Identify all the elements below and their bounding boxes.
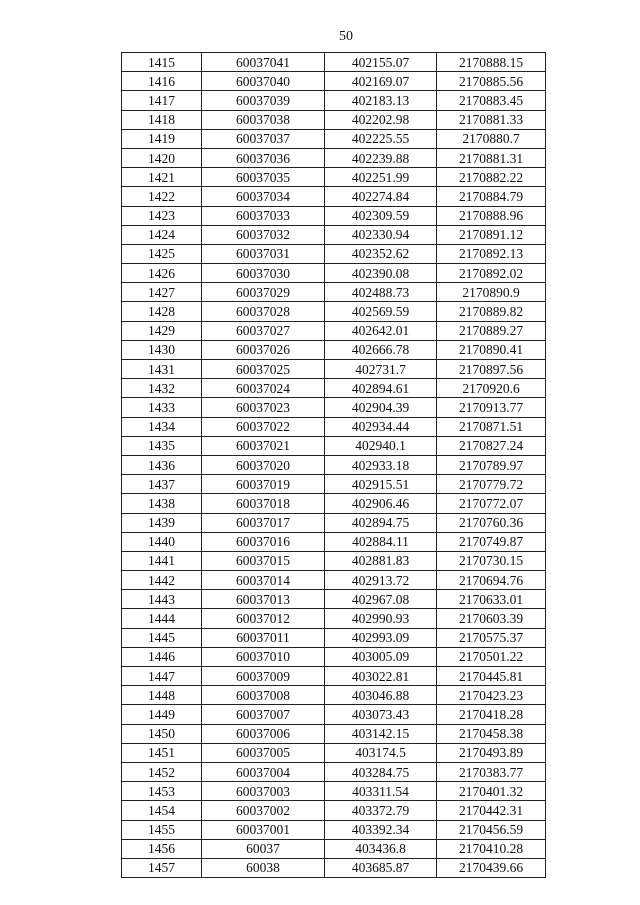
table-row xyxy=(122,53,546,72)
point-number-cell: 1436 xyxy=(122,455,202,474)
point-number-cell: 1426 xyxy=(122,264,202,283)
x-coordinate-cell: 402967.08 xyxy=(325,590,437,609)
point-number-cell: 1430 xyxy=(122,340,202,359)
x-coordinate-cell: 402881.83 xyxy=(325,551,437,570)
point-number-cell: 1427 xyxy=(122,283,202,302)
x-coordinate-cell: 402940.1 xyxy=(325,436,437,455)
point-id-cell: 60037031 xyxy=(202,244,325,263)
table-row xyxy=(122,551,546,570)
table-row xyxy=(122,782,546,801)
point-id-cell: 60037022 xyxy=(202,417,325,436)
point-number-cell: 1420 xyxy=(122,148,202,167)
point-number-cell: 1435 xyxy=(122,436,202,455)
y-coordinate-cell: 2170501.22 xyxy=(437,647,546,666)
x-coordinate-cell: 402642.01 xyxy=(325,321,437,340)
x-coordinate-cell: 402309.59 xyxy=(325,206,437,225)
point-id-cell: 60037024 xyxy=(202,379,325,398)
point-id-cell: 60037025 xyxy=(202,360,325,379)
y-coordinate-cell: 2170880.7 xyxy=(437,129,546,148)
point-id-cell: 60038 xyxy=(202,858,325,877)
y-coordinate-cell: 2170892.13 xyxy=(437,244,546,263)
y-coordinate-cell: 2170575.37 xyxy=(437,628,546,647)
point-number-cell: 1440 xyxy=(122,532,202,551)
x-coordinate-cell: 402731.7 xyxy=(325,360,437,379)
coordinates-table xyxy=(121,52,546,878)
x-coordinate-cell: 403436.8 xyxy=(325,839,437,858)
y-coordinate-cell: 2170772.07 xyxy=(437,494,546,513)
x-coordinate-cell: 402884.11 xyxy=(325,532,437,551)
x-coordinate-cell: 403174.5 xyxy=(325,743,437,762)
point-id-cell: 60037005 xyxy=(202,743,325,762)
y-coordinate-cell: 2170891.12 xyxy=(437,225,546,244)
point-id-cell: 60037003 xyxy=(202,782,325,801)
y-coordinate-cell: 2170423.23 xyxy=(437,686,546,705)
y-coordinate-cell: 2170439.66 xyxy=(437,858,546,877)
point-id-cell: 60037018 xyxy=(202,494,325,513)
point-number-cell: 1422 xyxy=(122,187,202,206)
y-coordinate-cell: 2170884.79 xyxy=(437,187,546,206)
point-number-cell: 1425 xyxy=(122,244,202,263)
point-number-cell: 1434 xyxy=(122,417,202,436)
x-coordinate-cell: 403685.87 xyxy=(325,858,437,877)
table-row xyxy=(122,475,546,494)
y-coordinate-cell: 2170885.56 xyxy=(437,72,546,91)
point-number-cell: 1451 xyxy=(122,743,202,762)
table-row xyxy=(122,647,546,666)
point-id-cell: 60037004 xyxy=(202,762,325,781)
x-coordinate-cell: 402274.84 xyxy=(325,187,437,206)
table-row xyxy=(122,206,546,225)
point-id-cell: 60037001 xyxy=(202,820,325,839)
x-coordinate-cell: 402913.72 xyxy=(325,571,437,590)
point-number-cell: 1437 xyxy=(122,475,202,494)
y-coordinate-cell: 2170383.77 xyxy=(437,762,546,781)
point-id-cell: 60037017 xyxy=(202,513,325,532)
point-number-cell: 1438 xyxy=(122,494,202,513)
point-id-cell: 60037006 xyxy=(202,724,325,743)
y-coordinate-cell: 2170442.31 xyxy=(437,801,546,820)
point-id-cell: 60037029 xyxy=(202,283,325,302)
x-coordinate-cell: 402251.99 xyxy=(325,168,437,187)
point-number-cell: 1454 xyxy=(122,801,202,820)
point-number-cell: 1416 xyxy=(122,72,202,91)
point-id-cell: 60037039 xyxy=(202,91,325,110)
point-number-cell: 1441 xyxy=(122,551,202,570)
table-row xyxy=(122,283,546,302)
x-coordinate-cell: 403046.88 xyxy=(325,686,437,705)
point-id-cell: 60037010 xyxy=(202,647,325,666)
x-coordinate-cell: 402352.62 xyxy=(325,244,437,263)
y-coordinate-cell: 2170920.6 xyxy=(437,379,546,398)
point-number-cell: 1455 xyxy=(122,820,202,839)
x-coordinate-cell: 402904.39 xyxy=(325,398,437,417)
table-row xyxy=(122,398,546,417)
point-id-cell: 60037040 xyxy=(202,72,325,91)
point-id-cell: 60037026 xyxy=(202,340,325,359)
point-number-cell: 1418 xyxy=(122,110,202,129)
point-number-cell: 1450 xyxy=(122,724,202,743)
table-row xyxy=(122,225,546,244)
y-coordinate-cell: 2170410.28 xyxy=(437,839,546,858)
point-number-cell: 1433 xyxy=(122,398,202,417)
point-id-cell: 60037013 xyxy=(202,590,325,609)
table-row xyxy=(122,360,546,379)
x-coordinate-cell: 402993.09 xyxy=(325,628,437,647)
y-coordinate-cell: 2170871.51 xyxy=(437,417,546,436)
table-row xyxy=(122,590,546,609)
point-number-cell: 1449 xyxy=(122,705,202,724)
table-row xyxy=(122,609,546,628)
x-coordinate-cell: 402666.78 xyxy=(325,340,437,359)
y-coordinate-cell: 2170881.33 xyxy=(437,110,546,129)
x-coordinate-cell: 402894.75 xyxy=(325,513,437,532)
y-coordinate-cell: 2170694.76 xyxy=(437,571,546,590)
table-row xyxy=(122,72,546,91)
point-number-cell: 1445 xyxy=(122,628,202,647)
y-coordinate-cell: 2170883.45 xyxy=(437,91,546,110)
y-coordinate-cell: 2170493.89 xyxy=(437,743,546,762)
table-row xyxy=(122,340,546,359)
point-number-cell: 1419 xyxy=(122,129,202,148)
x-coordinate-cell: 402239.88 xyxy=(325,148,437,167)
point-number-cell: 1439 xyxy=(122,513,202,532)
y-coordinate-cell: 2170456.59 xyxy=(437,820,546,839)
y-coordinate-cell: 2170889.82 xyxy=(437,302,546,321)
point-number-cell: 1417 xyxy=(122,91,202,110)
x-coordinate-cell: 402183.13 xyxy=(325,91,437,110)
table-row xyxy=(122,264,546,283)
point-id-cell: 60037002 xyxy=(202,801,325,820)
point-number-cell: 1424 xyxy=(122,225,202,244)
point-id-cell: 60037033 xyxy=(202,206,325,225)
point-number-cell: 1448 xyxy=(122,686,202,705)
table-row xyxy=(122,129,546,148)
y-coordinate-cell: 2170730.15 xyxy=(437,551,546,570)
page-number: 50 xyxy=(339,29,353,44)
x-coordinate-cell: 403022.81 xyxy=(325,667,437,686)
point-number-cell: 1428 xyxy=(122,302,202,321)
table-row xyxy=(122,379,546,398)
x-coordinate-cell: 402488.73 xyxy=(325,283,437,302)
table-row xyxy=(122,110,546,129)
coordinates-table-body xyxy=(122,53,546,878)
table-row xyxy=(122,494,546,513)
point-id-cell: 60037034 xyxy=(202,187,325,206)
point-number-cell: 1415 xyxy=(122,53,202,72)
table-row xyxy=(122,321,546,340)
x-coordinate-cell: 402933.18 xyxy=(325,455,437,474)
x-coordinate-cell: 402155.07 xyxy=(325,53,437,72)
point-id-cell: 60037035 xyxy=(202,168,325,187)
y-coordinate-cell: 2170458.38 xyxy=(437,724,546,743)
point-id-cell: 60037019 xyxy=(202,475,325,494)
y-coordinate-cell: 2170888.96 xyxy=(437,206,546,225)
y-coordinate-cell: 2170882.22 xyxy=(437,168,546,187)
point-id-cell: 60037041 xyxy=(202,53,325,72)
point-number-cell: 1431 xyxy=(122,360,202,379)
y-coordinate-cell: 2170760.36 xyxy=(437,513,546,532)
table-row xyxy=(122,801,546,820)
x-coordinate-cell: 402569.59 xyxy=(325,302,437,321)
point-id-cell: 60037016 xyxy=(202,532,325,551)
y-coordinate-cell: 2170913.77 xyxy=(437,398,546,417)
point-number-cell: 1444 xyxy=(122,609,202,628)
table-row xyxy=(122,436,546,455)
table-row xyxy=(122,858,546,877)
point-id-cell: 60037023 xyxy=(202,398,325,417)
x-coordinate-cell: 402390.08 xyxy=(325,264,437,283)
point-id-cell: 60037007 xyxy=(202,705,325,724)
table-row xyxy=(122,417,546,436)
table-row xyxy=(122,187,546,206)
point-id-cell: 60037015 xyxy=(202,551,325,570)
table-row xyxy=(122,762,546,781)
y-coordinate-cell: 2170881.31 xyxy=(437,148,546,167)
y-coordinate-cell: 2170749.87 xyxy=(437,532,546,551)
y-coordinate-cell: 2170779.72 xyxy=(437,475,546,494)
table-row xyxy=(122,571,546,590)
table-row xyxy=(122,168,546,187)
x-coordinate-cell: 403142.15 xyxy=(325,724,437,743)
point-id-cell: 60037036 xyxy=(202,148,325,167)
point-id-cell: 60037038 xyxy=(202,110,325,129)
point-number-cell: 1447 xyxy=(122,667,202,686)
x-coordinate-cell: 403284.75 xyxy=(325,762,437,781)
y-coordinate-cell: 2170890.41 xyxy=(437,340,546,359)
x-coordinate-cell: 403311.54 xyxy=(325,782,437,801)
x-coordinate-cell: 403005.09 xyxy=(325,647,437,666)
x-coordinate-cell: 403372.79 xyxy=(325,801,437,820)
x-coordinate-cell: 402894.61 xyxy=(325,379,437,398)
point-id-cell: 60037037 xyxy=(202,129,325,148)
y-coordinate-cell: 2170890.9 xyxy=(437,283,546,302)
x-coordinate-cell: 402934.44 xyxy=(325,417,437,436)
y-coordinate-cell: 2170789.97 xyxy=(437,455,546,474)
table-row xyxy=(122,302,546,321)
point-id-cell: 60037011 xyxy=(202,628,325,647)
y-coordinate-cell: 2170889.27 xyxy=(437,321,546,340)
x-coordinate-cell: 402990.93 xyxy=(325,609,437,628)
table-row xyxy=(122,686,546,705)
point-number-cell: 1456 xyxy=(122,839,202,858)
point-id-cell: 60037028 xyxy=(202,302,325,321)
table-row xyxy=(122,513,546,532)
point-number-cell: 1423 xyxy=(122,206,202,225)
point-id-cell: 60037020 xyxy=(202,455,325,474)
table-row xyxy=(122,839,546,858)
y-coordinate-cell: 2170401.32 xyxy=(437,782,546,801)
point-id-cell: 60037032 xyxy=(202,225,325,244)
point-number-cell: 1446 xyxy=(122,647,202,666)
table-row xyxy=(122,705,546,724)
y-coordinate-cell: 2170827.24 xyxy=(437,436,546,455)
point-number-cell: 1453 xyxy=(122,782,202,801)
point-id-cell: 60037008 xyxy=(202,686,325,705)
point-number-cell: 1421 xyxy=(122,168,202,187)
table-row xyxy=(122,743,546,762)
point-number-cell: 1432 xyxy=(122,379,202,398)
table-row xyxy=(122,148,546,167)
y-coordinate-cell: 2170418.28 xyxy=(437,705,546,724)
point-id-cell: 60037014 xyxy=(202,571,325,590)
point-number-cell: 1429 xyxy=(122,321,202,340)
y-coordinate-cell: 2170897.56 xyxy=(437,360,546,379)
point-number-cell: 1457 xyxy=(122,858,202,877)
y-coordinate-cell: 2170892.02 xyxy=(437,264,546,283)
x-coordinate-cell: 403073.43 xyxy=(325,705,437,724)
y-coordinate-cell: 2170603.39 xyxy=(437,609,546,628)
table-row xyxy=(122,91,546,110)
point-id-cell: 60037009 xyxy=(202,667,325,686)
x-coordinate-cell: 402169.07 xyxy=(325,72,437,91)
x-coordinate-cell: 402330.94 xyxy=(325,225,437,244)
point-id-cell: 60037 xyxy=(202,839,325,858)
x-coordinate-cell: 402906.46 xyxy=(325,494,437,513)
table-row xyxy=(122,667,546,686)
table-row xyxy=(122,820,546,839)
x-coordinate-cell: 402915.51 xyxy=(325,475,437,494)
point-number-cell: 1452 xyxy=(122,762,202,781)
table-row xyxy=(122,455,546,474)
point-id-cell: 60037027 xyxy=(202,321,325,340)
x-coordinate-cell: 402202.98 xyxy=(325,110,437,129)
y-coordinate-cell: 2170445.81 xyxy=(437,667,546,686)
y-coordinate-cell: 2170888.15 xyxy=(437,53,546,72)
table-row xyxy=(122,532,546,551)
table-row xyxy=(122,628,546,647)
point-id-cell: 60037021 xyxy=(202,436,325,455)
table-row xyxy=(122,244,546,263)
point-number-cell: 1443 xyxy=(122,590,202,609)
point-id-cell: 60037012 xyxy=(202,609,325,628)
x-coordinate-cell: 403392.34 xyxy=(325,820,437,839)
table-row xyxy=(122,724,546,743)
point-id-cell: 60037030 xyxy=(202,264,325,283)
x-coordinate-cell: 402225.55 xyxy=(325,129,437,148)
y-coordinate-cell: 2170633.01 xyxy=(437,590,546,609)
point-number-cell: 1442 xyxy=(122,571,202,590)
